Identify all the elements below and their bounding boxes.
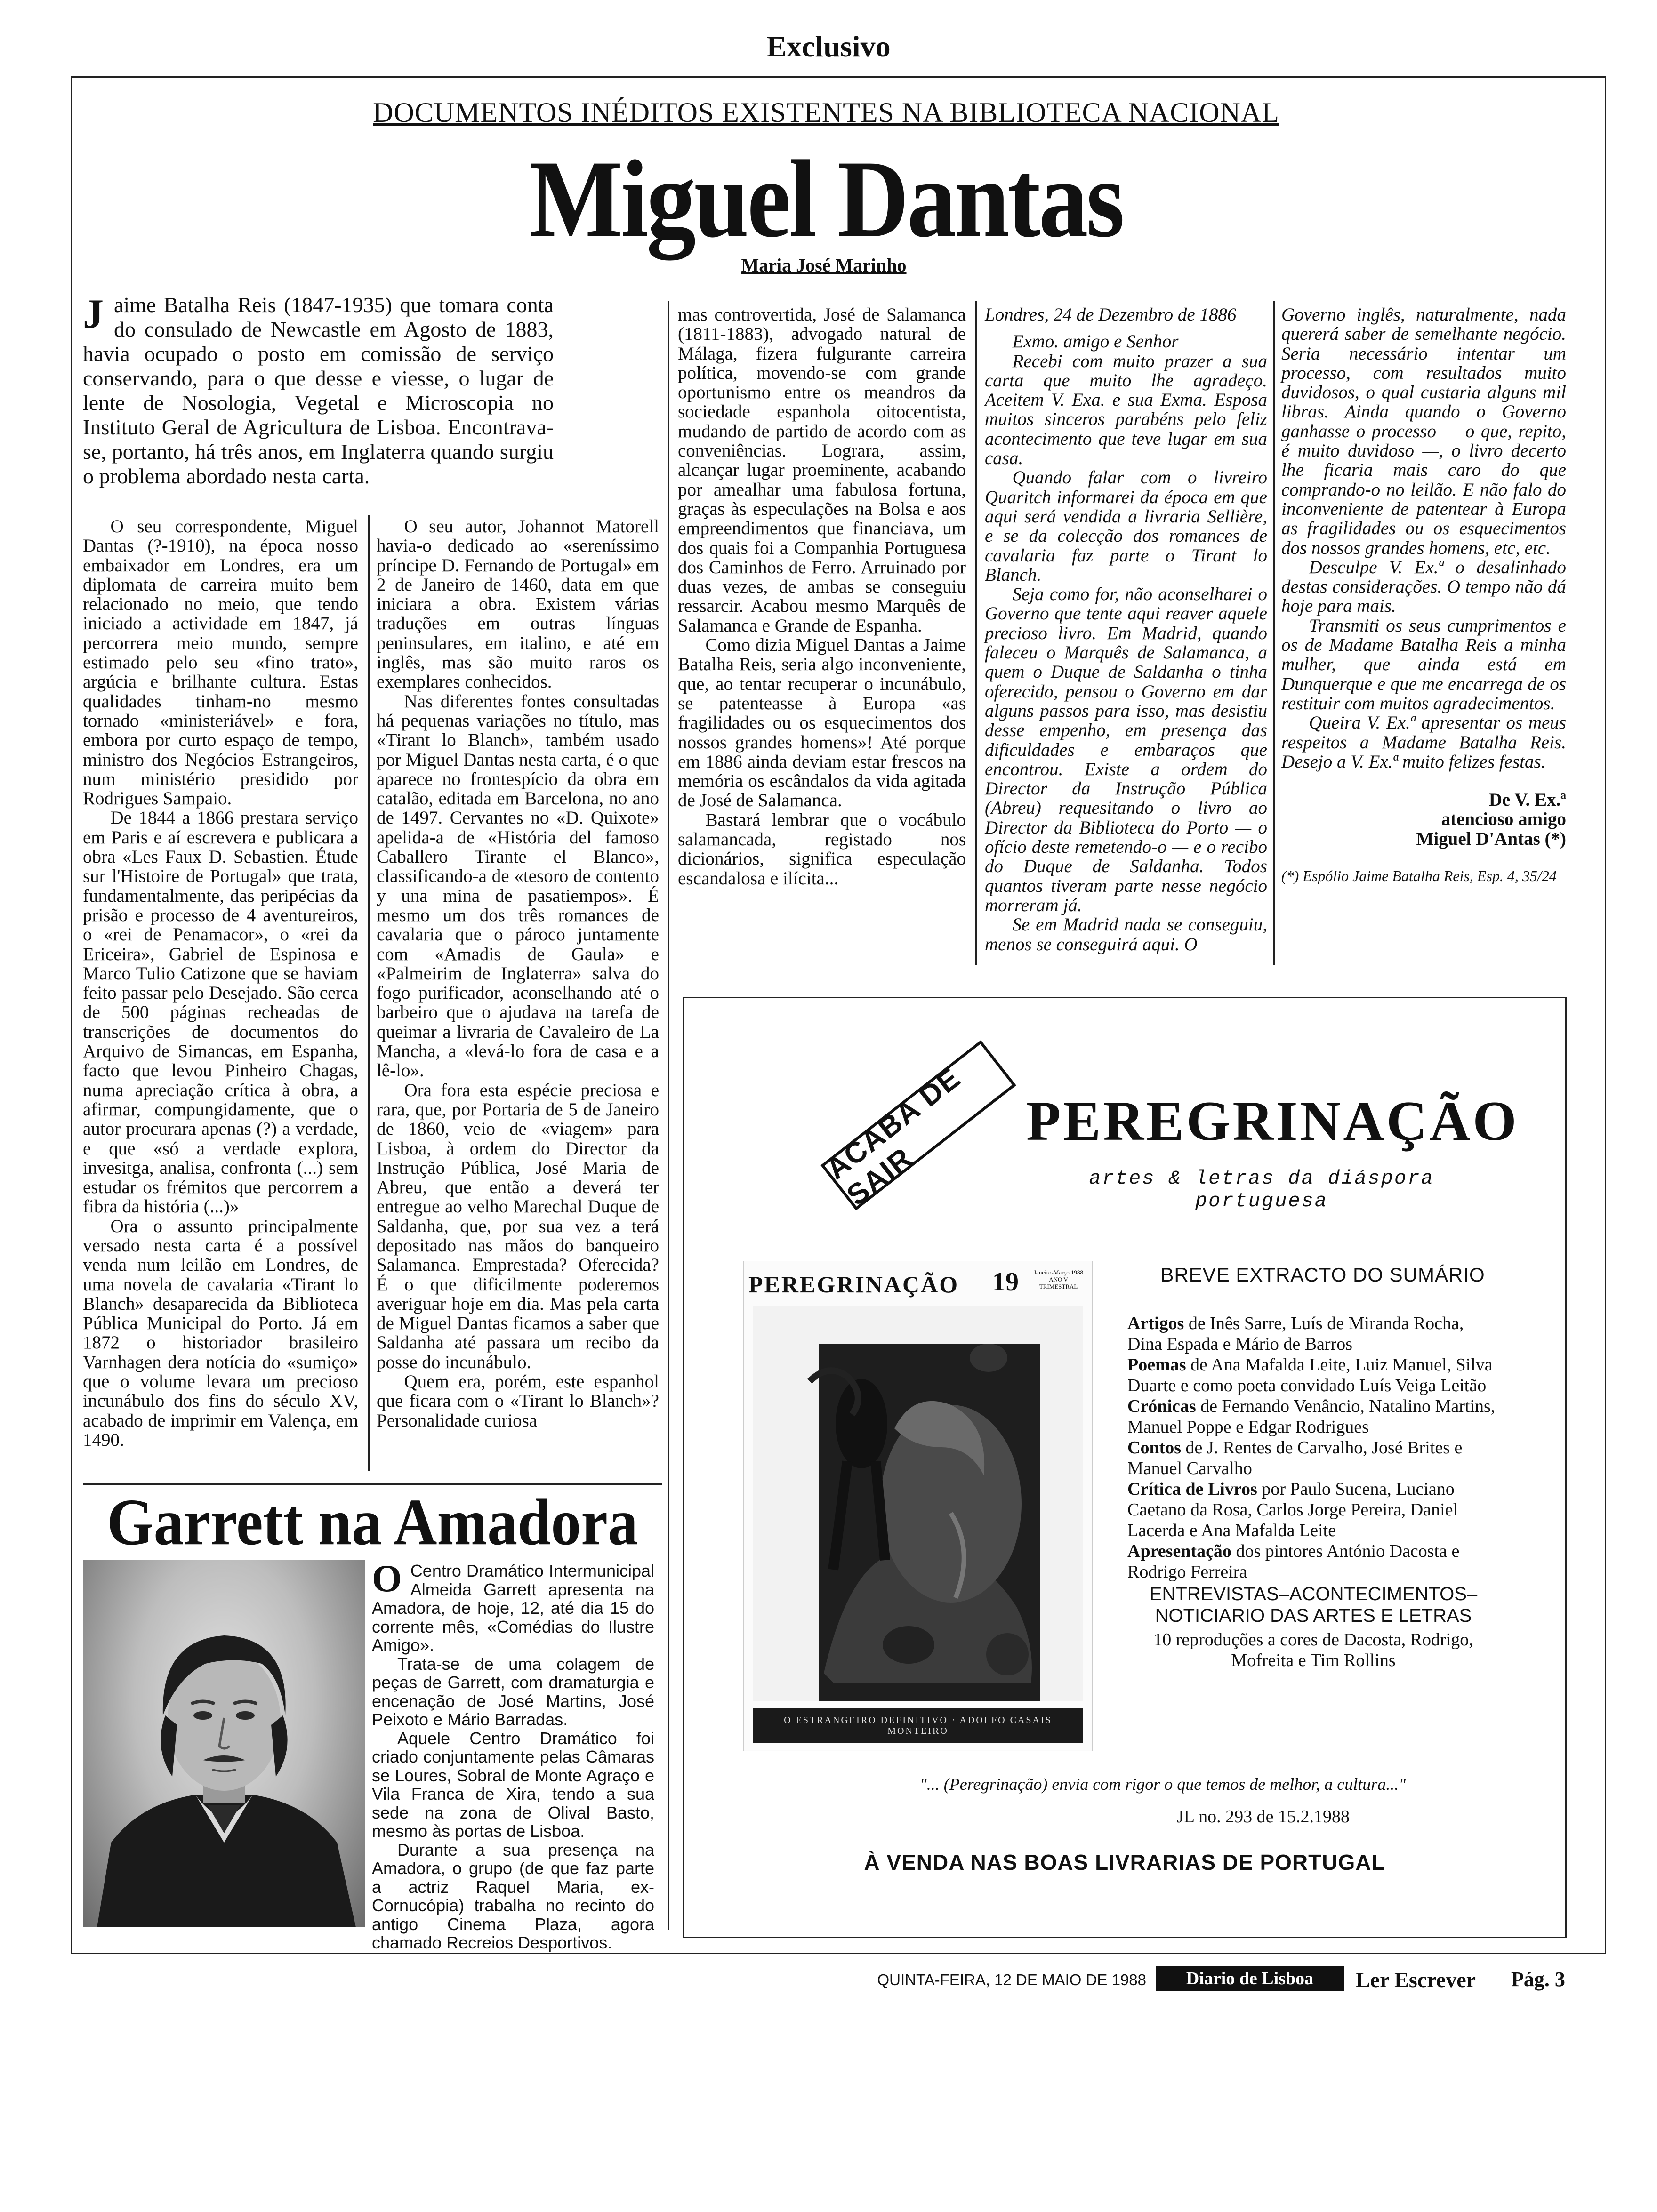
summary-extras <box>1127 1583 1499 1627</box>
summary-text: por Paulo Sucena, Luciano Caetano da Rosa, Carlos Jorge Pereira, Daniel Lacerda e Ana Mafalda Leite <box>1127 1479 1458 1540</box>
paragraph: Aquele Centro Dramático foi criado conjuntamente pelas Câmaras se Loures, Sobral de Monte Agraço e Vila Franca de Xira, tendo a sua sede na zona de Olival Basto, mesmo às portas de Lisboa. <box>372 1728 654 1841</box>
section-rule <box>83 1483 662 1485</box>
letter-salutation: Exmo. amigo e Senhor <box>1012 331 1179 352</box>
summary-item <box>1127 1354 1499 1396</box>
summary-label: Crónicas <box>1127 1396 1196 1416</box>
cover-caption: O ESTRANGEIRO DEFINITIVO · ADOLFO CASAIS MONTEIRO <box>753 1708 1083 1743</box>
letter-closing <box>1281 790 1566 849</box>
column-rule <box>668 1487 669 1930</box>
garrett-dropcap: O <box>372 1557 402 1600</box>
summary-text: de Ana Mafalda Leite, Luiz Manuel, Silva Duarte e como poeta convidado Luís Veiga Leitão <box>1127 1355 1493 1395</box>
article-column-2 <box>377 517 659 1430</box>
column-rule <box>668 301 669 1487</box>
garrett-text <box>372 1557 654 1952</box>
paragraph-text: Centro Dramático Intermunicipal Almeida Garrett apresenta na Amadora, de hoje, 12, até dia 15 do corrente mês, «Comédias do Ilustre Amigo». <box>372 1561 654 1655</box>
summary-reproductions: 10 reproduções a cores de Dacosta, Rodrigo, Mofreita e Tim Rollins <box>1153 1630 1473 1670</box>
summary-item <box>1127 1437 1499 1479</box>
paragraph: De 1844 a 1866 prestara serviço em Paris e aí escrevera e publicara a obra «Les Faux D. Sebastien. Étude sur l'Histoire de Portugal» que trata, fundamentalmente, das peripécias da prisão e processo de 4 aventureiros, o «rei de Penamacor», o «rei da Ericeira», Gabriel de Espinosa e Marco Tulio Catizone que se haviam feito passar pelo Desejado. São cerca de 500 páginas recheadas de transcrições de documentos do Arquivo de Simancas, em Espanha, facto que levou Pinheiro Chagas, numa apreciação crítica à obra, a afirmar, compungidamente, que o autor procurara apenas (?) a verdade, e que «só a verdade explora, invesitga, analisa, confronta (...) sem estudar os frémitos que percorrem a fibra da história (...)» <box>83 808 358 1217</box>
column-rule <box>975 301 977 965</box>
portrait-illustration <box>83 1560 365 1927</box>
magazine-cover <box>744 1261 1092 1751</box>
paragraph: Recebi com muito prazer a sua carta que muito lhe agradeço. Aceitem V. Exa. e sua Exma. Esposa muitos sinceros parabéns pelo feliz acontecimento que teve lugar em sua casa. <box>985 351 1267 469</box>
column-rule <box>368 515 370 1471</box>
paragraph: Transmiti os seus cumprimentos e os de Madame Batalha Reis a minha mulher, que ainda está em Dunquerque e que me encarrega de os restituir com muitos agradecimentos. <box>1281 615 1566 713</box>
paragraph: mas controvertida, José de Salamanca (1811-1883), advogado natural de Málaga, fizera fulgurante carreira política, movendo-se com grande oportunismo entre os meandros da sociedade espanhola oitocentista, mudando de partido de acordo com as conveniências. Lograra, assim, alcançar lugar proeminente, acabando por amealhar uma fabulosa fortuna, graças às especulações na Bolsa e aos empreendimentos que financiava, um dos quais foi a Companhia Portuguesa dos Caminhos de Ferro. Arruinado por duas vezes, de ambas se conseguiu ressarcir. Acabou mesmo Marquês de Salamanca e Grande de Espanha. <box>678 305 966 636</box>
footer-page: Pág. 3 <box>1511 1968 1565 1991</box>
footer-masthead: Diario de Lisboa <box>1156 1966 1344 1991</box>
headline: Miguel Dantas <box>529 138 1123 261</box>
summary-text: de Inês Sarre, Luís de Miranda Rocha, Dina Espada e Mário de Barros <box>1127 1314 1464 1354</box>
paragraph: O seu correspondente, Miguel Dantas (?-1910), na época nosso embaixador em Londres, era um diplomata de carreira muito bem relacionado no meio, que tendo iniciado a actividade em 1847, já percorrera meio mundo, sempre estimado pelo seu «fino trato», argúcia e brilhante cultura. Estas qualidades tinham-no mesmo tornado «ministeriável» e fora, embora por curto espaço de tempo, ministro dos Negócios Estrangeiros, num ministério presidido por Rodrigues Sampaio. <box>83 516 358 809</box>
paragraph: Seja como for, não aconselharei o Governo que tente aqui reaver aquele precioso livro. Em Madrid, quando faleceu o Marquês de Salamanca, a quem o Duque de Saldanha o tinha oferecido, pensou o Governo em dar alguns passos para isso, mas desistiu desse empenho, em presença das dificuldades e embaraços que encontrou. Existe a ordem do Director da Instrução Pública (Abreu) requesitando o livro ao Director da Biblioteca do Porto — o ofício deste remetendo-o — e o recibo do Duque de Saldanha. Todos quantos tiveram parte nesse negócio morreram já. <box>985 584 1267 915</box>
cover-artwork <box>753 1306 1083 1701</box>
letter-column-1 <box>985 305 1267 954</box>
paragraph: Nas diferentes fontes consultadas há pequenas variações no título, mas «Tirant lo Blanch», também usado por Miguel Dantas nesta carta, é o que aparece no frontespício da obra em catalão, editada em Barcelona, no ano de 1497. Cervantes no «D. Quixote» apelida-a de «História del famoso Caballero Tirante el Blanco», classificando-a de «tesoro de contento y una mina de pasatiempos». É mesmo um dos três romances de cavalaria que o pároco juntamente com «Amadis de Gaula» e «Palmeirim de Inglaterra» salva do fogo purificador, aconselhando até o barbeiro que o ajudava na tarefa de queimar a livraria de Cavaleiro de La Mancha, a «levá-lo fora de casa e a lê-lo». <box>377 691 659 1081</box>
footnote: (*) Espólio Jaime Batalha Reis, Esp. 4, 35/24 <box>1281 867 1557 885</box>
paragraph: Quem era, porém, este espanhol que ficara com o «Tirant lo Blanch»? Personalidade curiosa <box>377 1371 659 1431</box>
summary-label: Artigos <box>1127 1314 1184 1333</box>
paragraph: Governo inglês, naturalmente, nada quererá saber de semelhante negócio. Seria necessário intentar um processo, com resultados muito duvidosos, o qual custaria alguns mil libras. Ainda quando o Governo ganhasse o processo — o que, repito, é muito duvidoso —, o livro decerto lhe ficaria mais caro do que comprando-o no leilão. E não falo do inconveniente de patentear à Europa as fragilidades ou os esquecimentos dos nossos grandes homens, etc, etc. <box>1281 305 1566 558</box>
summary-item <box>1127 1396 1499 1437</box>
ad-title: PEREGRINAÇÃO <box>1026 1090 1519 1152</box>
paragraph: Como dizia Miguel Dantas a Jaime Batalha Reis, seria algo inconveniente, que, ao tentar recuperar o incunábulo, se patenteasse à Europa «as fragilidades ou os esquecimentos dos nossos grandes homens»! Até porque em 1886 ainda deviam estar frescos na memória os escândalos da vida agitada de José de Salamanca. <box>678 635 966 811</box>
paragraph: Ora o assunto principalmente versado nesta carta é a possível venda num leilão em Londres, de uma novela de cavalaria «Tirant lo Blanch» desaparecida da Biblioteca Pública Municipal do Porto. Já em 1872 o historiador brasileiro Varnhagen dera notícia do «sumiço» que o volume levara um precioso incunábulo dos fins do século XV, acabado de imprimir em Valença, em 1490. <box>83 1216 358 1450</box>
summary-text: de Fernando Venâncio, Natalino Martins, Manuel Poppe e Edgar Rodrigues <box>1127 1396 1496 1437</box>
cover-number: 19 <box>992 1267 1019 1297</box>
closing-line: De V. Ex.ª <box>1488 790 1566 810</box>
cover-meta-line: TRIMESTRAL <box>1039 1283 1078 1290</box>
summary-extra: ENTREVISTAS–ACONTECIMENTOS– <box>1149 1584 1478 1604</box>
paragraph: Ora fora esta espécie preciosa e rara, que, por Portaria de 5 de Janeiro de 1860, veio de «viagem» para Lisboa, à ordem do Director da Instrução Pública, José Maria de Abreu, que então a deverá ter entregue ao velho Marechal Duque de Saldanha, que, por sua vez a terá depositado nas mãos do banqueiro Salamanca. Emprestada? Oferecida? É o que dificilmente poderemos averiguar hoje em dia. Mas pela carta de Miguel Dantas ficamos a saber que Saldanha até passara um recibo da posse do incunábulo. <box>377 1080 659 1372</box>
ad-sale-line: À VENDA NAS BOAS LIVRARIAS DE PORTUGAL <box>864 1850 1385 1875</box>
summary-heading: BREVE EXTRACTO DO SUMÁRIO <box>1160 1264 1485 1286</box>
summary-item <box>1127 1541 1499 1582</box>
garrett-headline: Garrett na Amadora <box>106 1485 638 1559</box>
article-column-3 <box>678 305 966 888</box>
summary-list <box>1127 1313 1499 1671</box>
letter-dateline: Londres, 24 de Dezembro de 1886 <box>985 305 1237 325</box>
footer-section: Ler Escrever <box>1356 1968 1476 1992</box>
summary-text: de J. Rentes de Carvalho, José Brites e Manuel Carvalho <box>1127 1438 1463 1478</box>
section-label: Exclusivo <box>766 30 891 63</box>
lead-text: aime Batalha Reis (1847-1935) que tomara conta do consulado de Newcastle em Agosto de 1883, havia ocupado o posto em comissão de serviço conservando, para o que desse e viesse, o lugar de lente de Nosologia, Vegetal e Microscopia no Instituto Geral de Agricultura de Lisboa. Encontrava-se, portanto, há três anos, em Inglaterra quando surgiu o problema abordado nesta carta. <box>83 293 554 488</box>
lead-paragraph <box>83 293 554 489</box>
paragraph <box>372 1557 654 1655</box>
paragraph: Trata-se de uma colagem de peças de Garrett, com dramaturgia e encenação de José Martins, José Peixoto e Mário Barradas. <box>372 1654 654 1729</box>
ad-subtitle: artes & letras da diáspora portuguesa <box>1089 1167 1434 1212</box>
paragraph: Durante a sua presença na Amadora, o grupo (de que faz parte a actriz Raquel Maria, ex-Cornucópia) trabalha no recinto do antigo Cinema Plaza, agora chamado Recreios Desportivos. <box>372 1840 654 1952</box>
byline: Maria José Marinho <box>741 255 907 276</box>
closing-line: atencioso amigo <box>1441 809 1566 830</box>
paragraph: Desculpe V. Ex.ª o desalinhado destas considerações. O tempo não dá hoje para mais. <box>1281 557 1566 617</box>
cover-meta <box>1034 1269 1083 1290</box>
summary-label: Crítica de Livros <box>1127 1479 1257 1499</box>
summary-text: dos pintores António Dacosta e Rodrigo Ferreira <box>1127 1541 1460 1582</box>
summary-extra: NOTICIARIO DAS ARTES E LETRAS <box>1155 1605 1472 1626</box>
summary-item <box>1127 1313 1499 1354</box>
cover-meta-line: Janeiro-Março 1988 <box>1034 1269 1084 1276</box>
summary-label: Apresentação <box>1127 1541 1231 1561</box>
lead-dropcap: J <box>83 291 104 337</box>
footer-date: QUINTA-FEIRA, 12 DE MAIO DE 1988 <box>877 1971 1146 1988</box>
summary-item <box>1127 1479 1499 1541</box>
ad-stamp-text: ACABA DE SAIR <box>820 1061 967 1212</box>
cover-title: PEREGRINAÇÃO <box>748 1271 959 1298</box>
paragraph: Se em Madrid nada se conseguiu, menos se conseguirá aqui. O <box>985 914 1267 954</box>
kicker: DOCUMENTOS INÉDITOS EXISTENTES NA BIBLIOTECA NACIONAL <box>373 97 1279 128</box>
paragraph: Bastará lembrar que o vocábulo salamancada, registado nos dicionários, significa especulação escandalosa e ilícita... <box>678 809 966 889</box>
article-column-1 <box>83 517 358 1450</box>
cover-meta-line: ANO V <box>1049 1276 1068 1283</box>
ad-quote: "... (Peregrinação) envia com rigor o que temos de melhor, a cultura..." <box>919 1775 1406 1794</box>
closing-line: Miguel D'Antas (*) <box>1416 828 1566 849</box>
garrett-portrait <box>83 1560 365 1927</box>
paragraph: Quando falar com o livreiro Quaritch informarei da época em que aqui será vendida a livraria Sellière, e se da colecção dos romances de cavalaria faz parte o Tirant lo Blanch. <box>985 467 1267 585</box>
column-rule <box>1273 301 1275 965</box>
ad-quote-source: JL no. 293 de 15.2.1988 <box>1177 1807 1350 1827</box>
paragraph: Queira V. Ex.ª apresentar os meus respeitos a Madame Batalha Reis. Desejo a V. Ex.ª muito felizes festas. <box>1281 713 1566 772</box>
summary-label: Poemas <box>1127 1355 1186 1375</box>
letter-column-2 <box>1281 305 1566 884</box>
paragraph: O seu autor, Johannot Matorell havia-o dedicado ao «sereníssimo príncipe D. Fernando de Portugal» em 2 de Janeiro de 1460, data em que iniciara a obra. Existem várias traduções em outras línguas peninsulares, em italino, e até em inglês, mas são muito raros os exemplares conhecidos. <box>377 516 659 692</box>
summary-label: Contos <box>1127 1438 1182 1458</box>
